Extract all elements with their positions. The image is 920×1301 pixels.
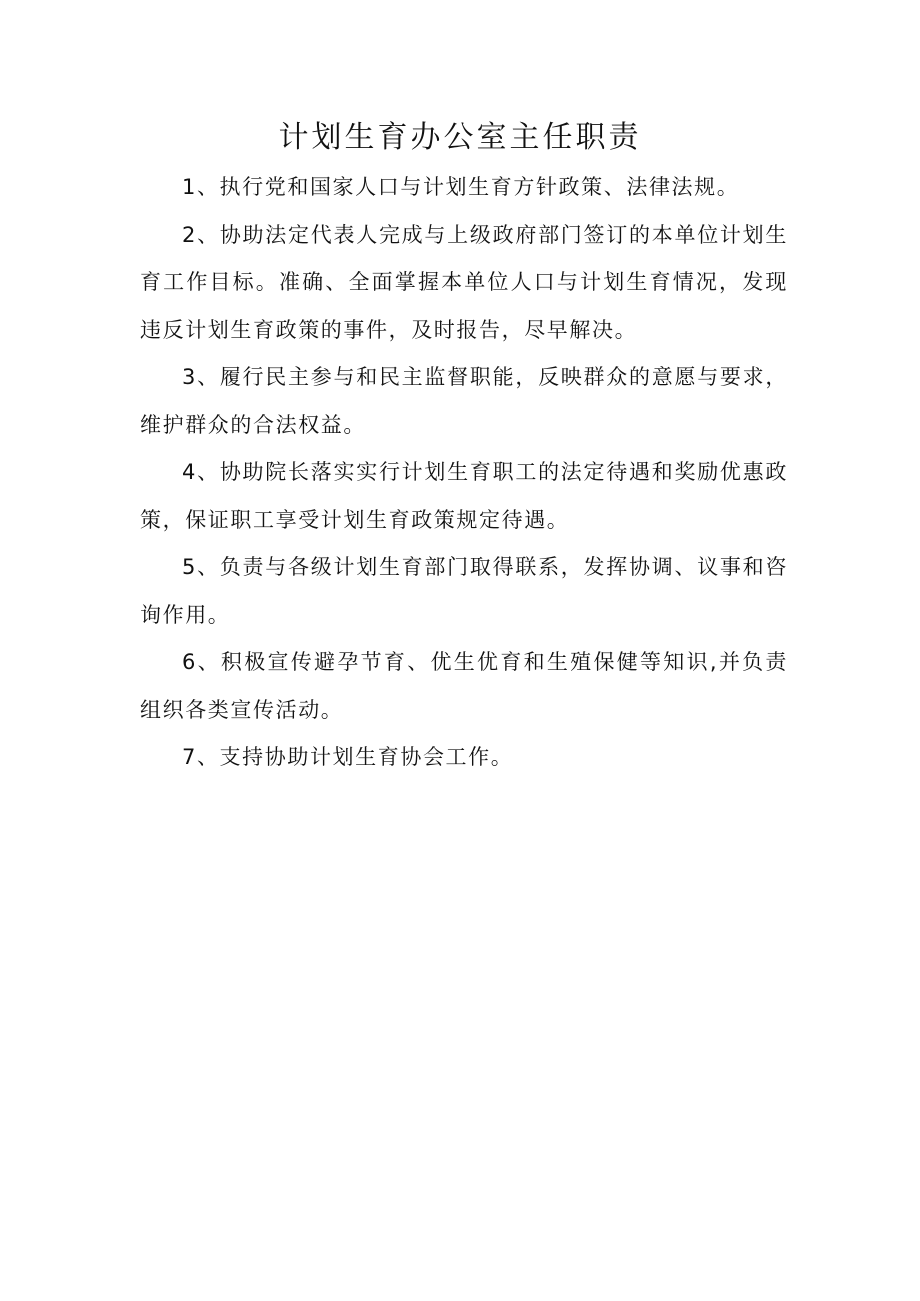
duty-item-5: 5、负责与各级计划生育部门取得联系，发挥协调、议事和咨询作用。	[140, 555, 788, 627]
duty-item-3: 3、履行民主参与和民主监督职能，反映群众的意愿与要求，维护群众的合法权益。	[140, 365, 788, 437]
duty-item-6: 6、积极宣传避孕节育、优生优育和生殖保健等知识,并负责组织各类宣传活动。	[140, 650, 788, 722]
duty-item-1: 1、执行党和国家人口与计划生育方针政策、法律法规。	[182, 175, 740, 199]
document-title: 计划生育办公室主任职责	[278, 120, 642, 155]
duty-item-7: 7、支持协助计划生育协会工作。	[182, 745, 514, 769]
duty-item-4: 4、协助院长落实实行计划生育职工的法定待遇和奖励优惠政策，保证职工享受计划生育政策规定待遇。	[140, 460, 788, 532]
duty-item-2: 2、协助法定代表人完成与上级政府部门签订的本单位计划生育工作目标。准确、全面掌握本单位人口与计划生育情况，发现违反计划生育政策的事件，及时报告，尽早解决。	[140, 222, 788, 342]
document-body	[140, 164, 788, 782]
